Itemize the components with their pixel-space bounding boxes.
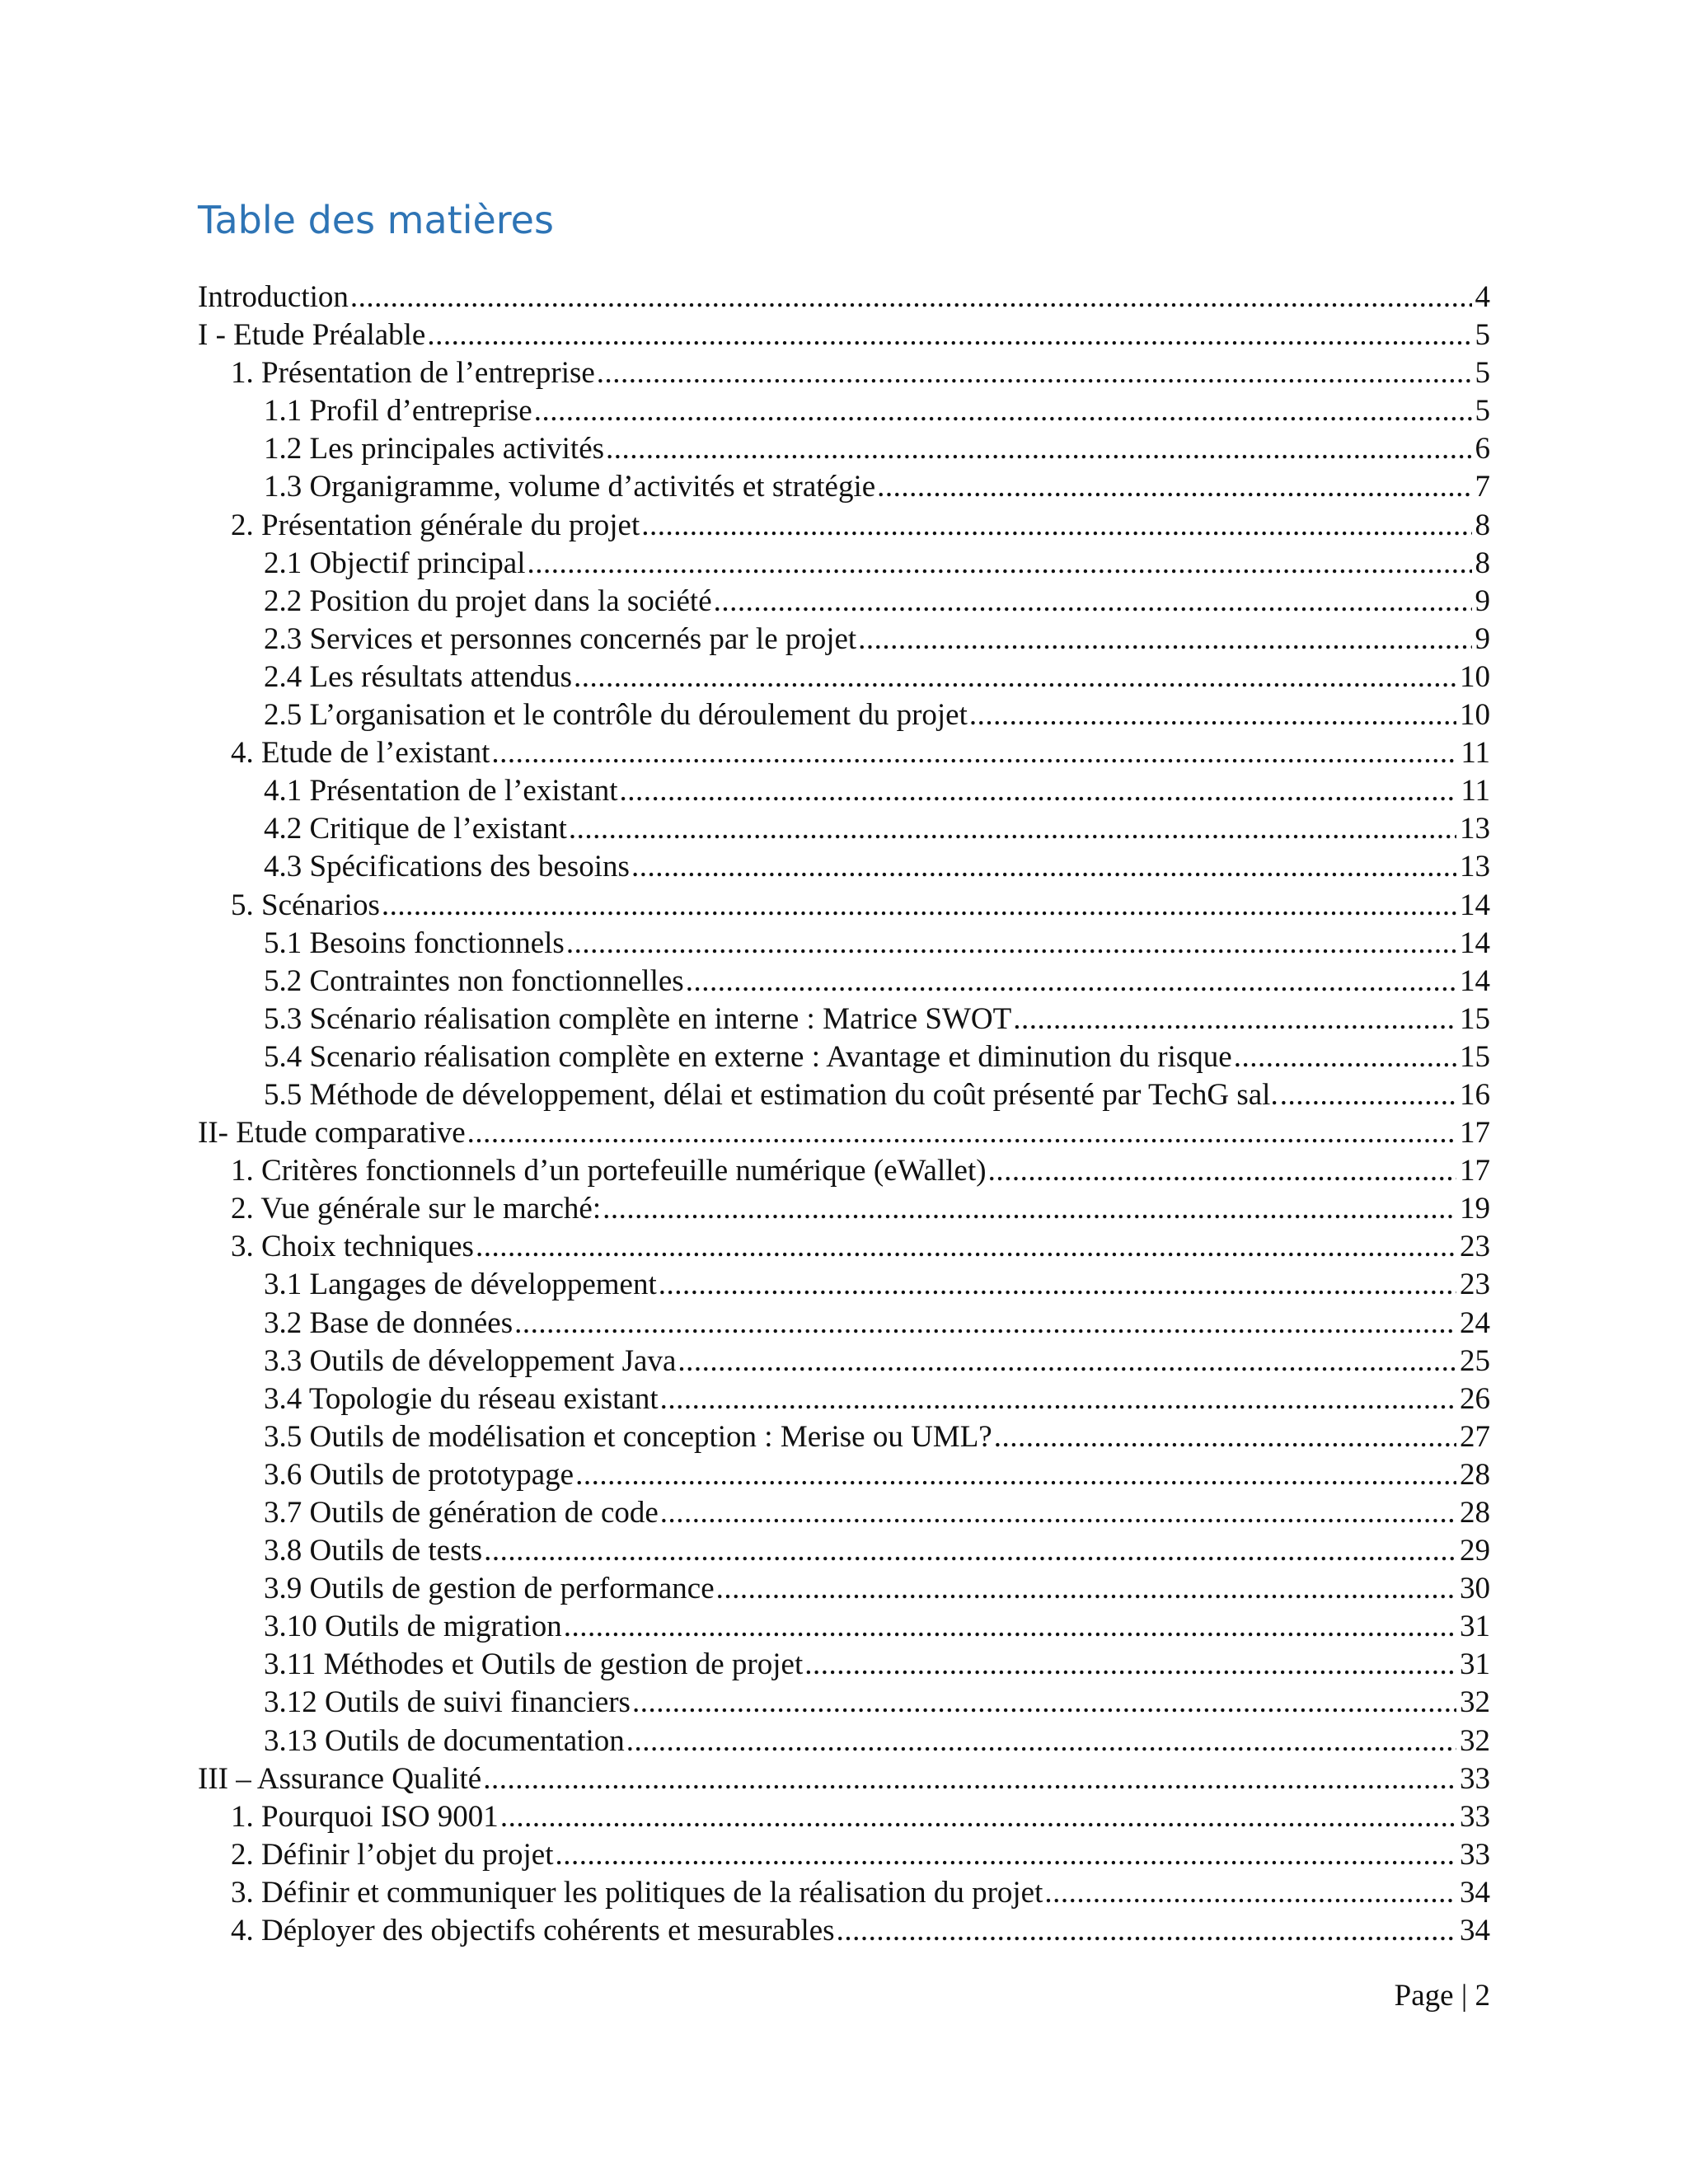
toc-entry-page-number: 8	[1475, 546, 1490, 580]
toc-dot-leader	[1013, 1001, 1456, 1038]
toc-entry[interactable]	[198, 1001, 1490, 1038]
toc-entry[interactable]	[198, 468, 1490, 506]
toc-dot-leader	[660, 1494, 1456, 1532]
toc-entry[interactable]	[198, 621, 1490, 658]
toc-entry-label: 4. Déployer des objectifs cohérents et mesurables	[231, 1914, 835, 1948]
toc-entry-label: 3.6 Outils de prototypage	[264, 1457, 574, 1492]
toc-entry[interactable]	[198, 316, 1490, 354]
toc-dot-leader	[1044, 1874, 1456, 1912]
toc-entry-label: 3.2 Base de données	[264, 1305, 513, 1340]
toc-dot-leader	[484, 1532, 1456, 1570]
toc-entry[interactable]	[198, 925, 1490, 963]
toc-entry-label: 2. Définir l’objet du projet	[231, 1837, 554, 1872]
toc-dot-leader	[716, 1570, 1456, 1608]
toc-dot-leader	[555, 1836, 1456, 1874]
toc-dot-leader	[1234, 1038, 1456, 1076]
page-footer: Page | 2	[1394, 1979, 1490, 2013]
toc-dot-leader	[564, 1608, 1456, 1646]
toc-entry-page-number: 19	[1460, 1192, 1490, 1226]
toc-entry-page-number: 27	[1460, 1419, 1490, 1454]
toc-dot-leader	[491, 734, 1457, 772]
toc-entry-page-number: 29	[1460, 1534, 1490, 1568]
toc-entry[interactable]	[198, 772, 1490, 810]
toc-entry[interactable]	[198, 354, 1490, 392]
toc-entry-page-number: 14	[1460, 888, 1490, 922]
toc-dot-leader	[534, 392, 1472, 430]
toc-entry-label: I - Etude Préalable	[198, 318, 426, 353]
toc-dot-leader	[678, 1343, 1456, 1380]
toc-entry-label: 3.7 Outils de génération de code	[264, 1496, 659, 1530]
toc-dot-leader	[714, 583, 1472, 621]
toc-entry-page-number: 17	[1460, 1154, 1490, 1188]
toc-entry-page-number: 14	[1460, 926, 1490, 960]
toc-dot-leader	[569, 810, 1456, 848]
toc-entry[interactable]	[198, 1380, 1490, 1418]
toc-entry-page-number: 17	[1460, 1116, 1490, 1151]
toc-dot-leader	[631, 848, 1456, 886]
toc-entry[interactable]	[198, 1190, 1490, 1228]
toc-entry-label: 4.1 Présentation de l’existant	[264, 774, 618, 808]
toc-dot-leader	[603, 1190, 1456, 1228]
toc-entry-page-number: 15	[1460, 1039, 1490, 1074]
toc-entry[interactable]	[198, 848, 1490, 886]
toc-entry-page-number: 6	[1475, 432, 1490, 466]
toc-dot-leader	[606, 430, 1471, 468]
toc-entry-label: 1. Critères fonctionnels d’un portefeuille numérique (eWallet)	[231, 1154, 987, 1188]
toc-entry-label: 2.4 Les résultats attendus	[264, 659, 573, 694]
toc-entry[interactable]	[198, 583, 1490, 621]
toc-entry-label: 4.3 Spécifications des besoins	[264, 850, 630, 884]
toc-entry[interactable]	[198, 1228, 1490, 1266]
table-of-contents	[198, 279, 1490, 1950]
toc-dot-leader	[804, 1646, 1456, 1684]
toc-entry-label: 2.5 L’organisation et le contrôle du déroulement du projet	[264, 698, 968, 733]
toc-entry[interactable]	[198, 1874, 1490, 1912]
toc-entry[interactable]	[198, 1912, 1490, 1950]
toc-dot-leader	[994, 1418, 1456, 1456]
toc-entry-label: 3.4 Topologie du réseau existant	[264, 1381, 659, 1416]
toc-entry-label: 1. Présentation de l’entreprise	[231, 356, 595, 391]
toc-entry[interactable]	[198, 1532, 1490, 1570]
toc-dot-leader	[969, 696, 1456, 734]
toc-entry-page-number: 30	[1460, 1572, 1490, 1606]
toc-entry[interactable]	[198, 1343, 1490, 1380]
toc-entry-label: 5. Scénarios	[231, 888, 380, 922]
toc-entry-page-number: 7	[1475, 470, 1490, 504]
toc-entry-page-number: 25	[1460, 1343, 1490, 1378]
toc-entry[interactable]	[198, 658, 1490, 696]
toc-entry[interactable]	[198, 430, 1490, 468]
toc-entry-label: 1.2 Les principales activités	[264, 432, 605, 466]
toc-entry[interactable]	[198, 963, 1490, 1001]
toc-entry-page-number: 15	[1460, 1001, 1490, 1036]
toc-entry-label: 5.4 Scenario réalisation complète en externe : Avantage et diminution du risque	[264, 1039, 1232, 1074]
toc-entry-label: 3.10 Outils de migration	[264, 1610, 562, 1644]
toc-dot-leader	[575, 1456, 1456, 1494]
toc-entry[interactable]	[198, 887, 1490, 925]
toc-entry-label: II- Etude comparative	[198, 1116, 466, 1151]
toc-dot-leader	[514, 1305, 1456, 1343]
toc-dot-leader	[467, 1114, 1456, 1152]
toc-entry-page-number: 5	[1475, 318, 1490, 353]
toc-entry-page-number: 33	[1460, 1837, 1490, 1872]
toc-entry-page-number: 13	[1460, 850, 1490, 884]
toc-dot-leader	[597, 354, 1472, 392]
toc-entry[interactable]	[198, 1836, 1490, 1874]
toc-entry-label: 2.2 Position du projet dans la société	[264, 583, 712, 618]
toc-entry-page-number: 5	[1475, 356, 1490, 391]
toc-entry[interactable]	[198, 1646, 1490, 1684]
toc-entry-label: 3.11 Méthodes et Outils de gestion de projet	[264, 1647, 804, 1682]
toc-dot-leader	[382, 887, 1456, 925]
toc-entry-page-number: 8	[1475, 508, 1490, 542]
toc-entry-label: 3.9 Outils de gestion de performance	[264, 1572, 715, 1606]
toc-entry-label: 3.3 Outils de développement Java	[264, 1343, 677, 1378]
toc-entry-label: 5.2 Contraintes non fonctionnelles	[264, 963, 684, 998]
toc-entry-page-number: 31	[1460, 1610, 1490, 1644]
toc-entry-page-number: 10	[1460, 659, 1490, 694]
toc-entry-page-number: 5	[1475, 394, 1490, 429]
toc-entry-page-number: 13	[1460, 812, 1490, 846]
toc-entry[interactable]	[198, 1570, 1490, 1608]
toc-entry-page-number: 34	[1460, 1875, 1490, 1910]
toc-dot-leader	[641, 507, 1471, 545]
toc-dot-leader	[632, 1684, 1456, 1722]
toc-entry[interactable]	[198, 1038, 1490, 1076]
toc-dot-leader	[527, 545, 1471, 583]
toc-entry-label: 5.5 Méthode de développement, délai et estimation du coût présenté par TechG sal.	[264, 1077, 1278, 1112]
toc-entry[interactable]	[198, 1305, 1490, 1343]
toc-entry-page-number: 26	[1460, 1381, 1490, 1416]
toc-dot-leader	[620, 772, 1458, 810]
toc-dot-leader	[837, 1912, 1456, 1950]
toc-entry-page-number: 34	[1460, 1914, 1490, 1948]
toc-entry-page-number: 32	[1460, 1685, 1490, 1720]
toc-entry[interactable]	[198, 279, 1490, 316]
toc-dot-leader	[476, 1228, 1456, 1266]
toc-dot-leader	[988, 1152, 1456, 1190]
toc-entry-label: 3. Choix techniques	[231, 1230, 474, 1264]
toc-entry-page-number: 33	[1460, 1761, 1490, 1796]
toc-entry[interactable]	[198, 1684, 1490, 1722]
toc-entry-label: III – Assurance Qualité	[198, 1761, 482, 1796]
toc-entry[interactable]	[198, 507, 1490, 545]
toc-entry-page-number: 11	[1461, 736, 1490, 771]
toc-entry[interactable]	[198, 1152, 1490, 1190]
toc-entry[interactable]	[198, 392, 1490, 430]
toc-entry-page-number: 9	[1475, 583, 1490, 618]
toc-entry-page-number: 28	[1460, 1457, 1490, 1492]
toc-entry-page-number: 10	[1460, 698, 1490, 733]
toc-entry-label: 3.13 Outils de documentation	[264, 1723, 625, 1758]
toc-entry-label: 4.2 Critique de l’existant	[264, 812, 567, 846]
toc-dot-leader	[574, 658, 1456, 696]
toc-entry[interactable]	[198, 1114, 1490, 1152]
toc-entry-page-number: 16	[1460, 1077, 1490, 1112]
toc-entry-label: 3.1 Langages de développement	[264, 1268, 657, 1302]
toc-entry-label: 2.3 Services et personnes concernés par le projet	[264, 621, 857, 656]
toc-entry[interactable]	[198, 1722, 1490, 1760]
toc-entry-page-number: 11	[1461, 774, 1490, 808]
toc-entry-label: Introduction	[198, 280, 349, 314]
toc-entry-label: 3.12 Outils de suivi financiers	[264, 1685, 631, 1720]
toc-dot-leader	[483, 1760, 1456, 1798]
toc-entry-page-number: 31	[1460, 1647, 1490, 1682]
toc-dot-leader	[660, 1380, 1456, 1418]
toc-entry-label: 5.1 Besoins fonctionnels	[264, 926, 565, 960]
toc-entry-page-number: 24	[1460, 1305, 1490, 1340]
toc-title: Table des matières	[198, 198, 554, 242]
toc-dot-leader	[566, 925, 1456, 963]
toc-entry-label: 2. Présentation générale du projet	[231, 508, 640, 542]
toc-entry[interactable]	[198, 810, 1490, 848]
toc-entry-label: 1.1 Profil d’entreprise	[264, 394, 532, 429]
toc-entry-page-number: 9	[1475, 621, 1490, 656]
toc-entry-page-number: 33	[1460, 1799, 1490, 1834]
toc-entry-page-number: 32	[1460, 1723, 1490, 1758]
toc-entry-label: 5.3 Scénario réalisation complète en interne : Matrice SWOT	[264, 1001, 1012, 1036]
toc-entry-page-number: 23	[1460, 1230, 1490, 1264]
toc-entry[interactable]	[198, 1608, 1490, 1646]
toc-entry[interactable]	[198, 1760, 1490, 1798]
toc-entry[interactable]	[198, 1418, 1490, 1456]
toc-entry[interactable]	[198, 1798, 1490, 1836]
toc-entry-label: 3.8 Outils de tests	[264, 1534, 483, 1568]
toc-entry-label: 2. Vue générale sur le marché:	[231, 1192, 602, 1226]
toc-entry-label: 1.3 Organigramme, volume d’activités et stratégie	[264, 470, 876, 504]
toc-entry-label: 2.1 Objectif principal	[264, 546, 526, 580]
toc-dot-leader	[500, 1798, 1456, 1836]
toc-entry-label: 3. Définir et communiquer les politiques de la réalisation du projet	[231, 1875, 1043, 1910]
toc-entry-label: 4. Etude de l’existant	[231, 736, 490, 771]
toc-dot-leader	[626, 1722, 1456, 1760]
toc-entry-page-number: 14	[1460, 963, 1490, 998]
toc-dot-leader	[877, 468, 1471, 506]
toc-entry-page-number: 28	[1460, 1496, 1490, 1530]
toc-entry-page-number: 23	[1460, 1268, 1490, 1302]
toc-entry[interactable]	[198, 1456, 1490, 1494]
toc-entry-label: 1. Pourquoi ISO 9001	[231, 1799, 499, 1834]
toc-entry[interactable]	[198, 545, 1490, 583]
toc-entry[interactable]	[198, 1494, 1490, 1532]
toc-entry[interactable]	[198, 696, 1490, 734]
toc-dot-leader	[350, 279, 1472, 316]
toc-dot-leader	[427, 316, 1471, 354]
toc-dot-leader	[686, 963, 1456, 1001]
toc-dot-leader	[858, 621, 1471, 658]
toc-entry[interactable]	[198, 1076, 1490, 1114]
toc-entry-page-number: 4	[1475, 280, 1490, 314]
toc-dot-leader	[659, 1266, 1456, 1304]
toc-entry[interactable]	[198, 734, 1490, 772]
toc-entry[interactable]	[198, 1266, 1490, 1304]
toc-dot-leader	[1280, 1076, 1456, 1114]
toc-entry-label: 3.5 Outils de modélisation et conception : Merise ou UML?	[264, 1419, 992, 1454]
